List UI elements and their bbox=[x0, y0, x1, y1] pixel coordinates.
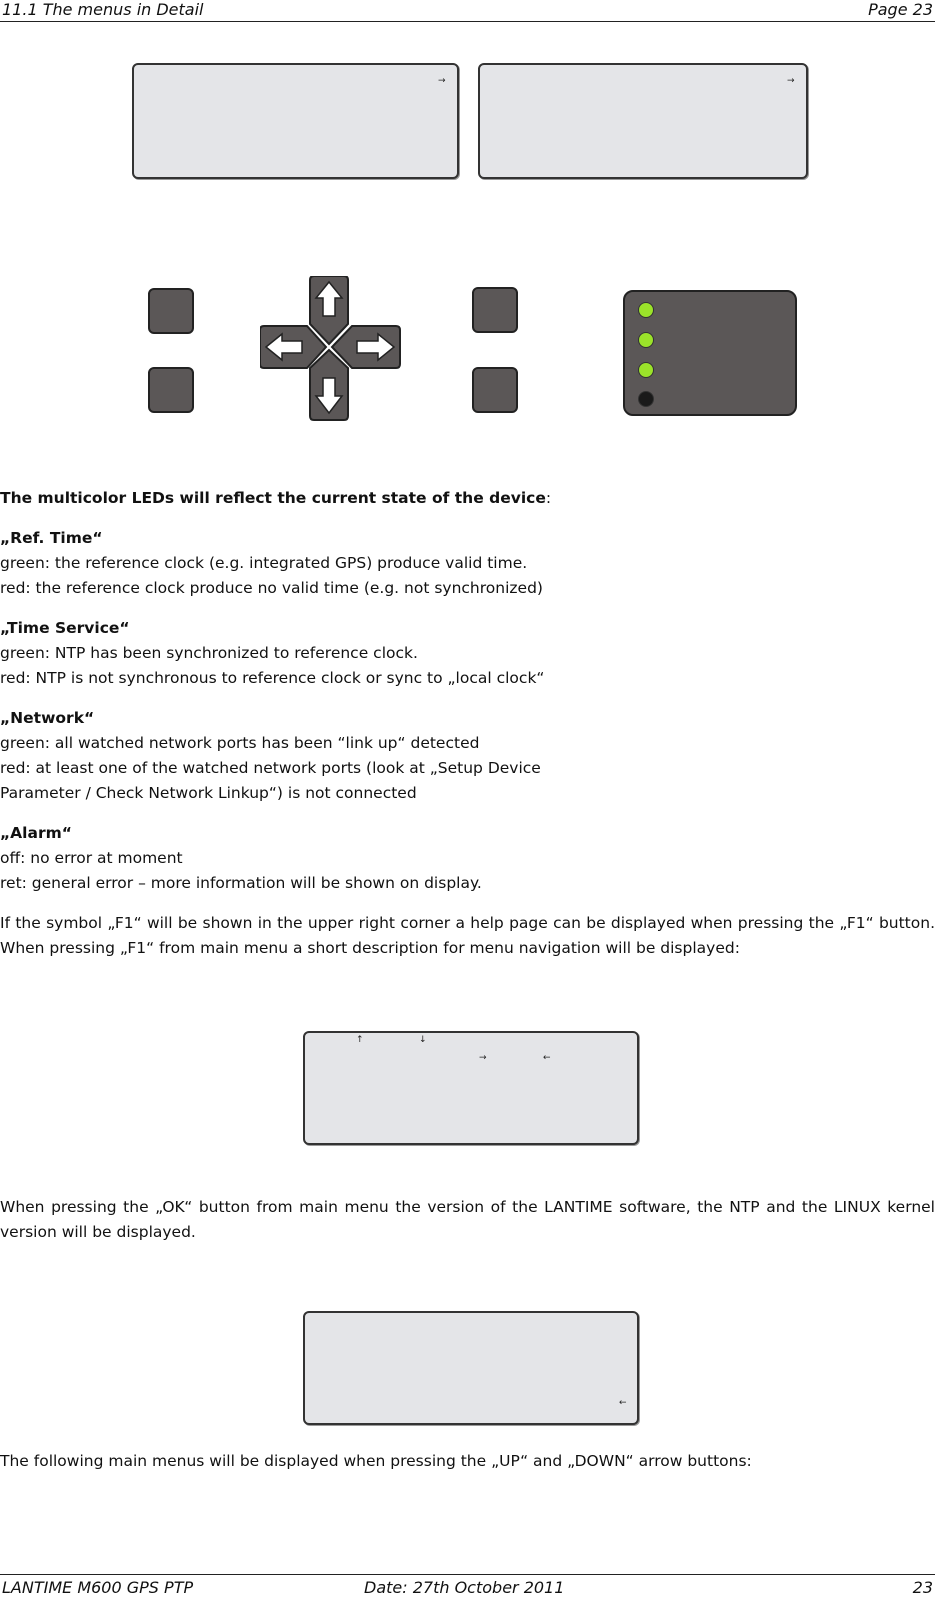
right-arrow-small-icon: → bbox=[479, 1053, 487, 1063]
f1-paragraph: If the symbol „F1“ will be shown in the upper right corner a help page can be displayed when pressing the „F1“ button. When pressing „F1“ from main menu a short description for menu navigation will be displayed: bbox=[0, 914, 935, 957]
header-section-title: 11.1 The menus in Detail bbox=[2, 0, 204, 19]
updown-paragraph-block bbox=[0, 1449, 935, 1474]
f1-button[interactable] bbox=[148, 288, 194, 334]
led-alarm bbox=[638, 391, 654, 407]
led-ref-time bbox=[638, 302, 654, 318]
led-network bbox=[638, 362, 654, 378]
alarm-off: off: no error at moment bbox=[0, 849, 183, 867]
arrow-keypad bbox=[260, 276, 410, 421]
page-header bbox=[0, 0, 935, 22]
led-time-service bbox=[638, 332, 654, 348]
footer-page-number: 23 bbox=[912, 1578, 933, 1597]
ok-paragraph-block bbox=[0, 1195, 935, 1245]
intro-tail: : bbox=[545, 489, 552, 507]
down-arrow-small-icon: ↓ bbox=[419, 1035, 427, 1045]
left-arrow-small-icon: ← bbox=[543, 1053, 551, 1063]
alarm-title: „Alarm“ bbox=[0, 824, 72, 842]
time-service-title: „Time Service“ bbox=[0, 619, 130, 637]
footer-date: Date: 27th October 2011 bbox=[364, 1578, 565, 1597]
up-arrow-small-icon: ↑ bbox=[356, 1035, 364, 1045]
clr-button[interactable] bbox=[472, 287, 518, 333]
body-text bbox=[0, 486, 935, 961]
alarm-ret: ret: general error – more information will be shown on display. bbox=[0, 874, 482, 892]
page-footer bbox=[0, 1574, 935, 1598]
right-arrow-icon: → bbox=[787, 76, 795, 86]
intro-line bbox=[0, 486, 935, 511]
lcd-version-display bbox=[303, 1311, 639, 1425]
footer-product: LANTIME M600 GPS PTP bbox=[2, 1578, 194, 1597]
network-green: green: all watched network ports has been “link up“ detected bbox=[0, 734, 480, 752]
lcd-help-display bbox=[303, 1031, 639, 1145]
intro-bold: The multicolor LEDs will reflect the current state of the device bbox=[0, 489, 546, 507]
lcd-display-right bbox=[478, 63, 808, 179]
header-page-number: Page 23 bbox=[868, 0, 933, 19]
ref-time-green: green: the reference clock (e.g. integrated GPS) produce valid time. bbox=[0, 554, 528, 572]
time-service-red: red: NTP is not synchronous to reference clock or sync to „local clock“ bbox=[0, 669, 545, 687]
esc-button[interactable] bbox=[148, 367, 194, 413]
lcd-display-left bbox=[132, 63, 459, 179]
network-red: red: at least one of the watched network ports (look at „Setup Device bbox=[0, 759, 541, 777]
ok-paragraph: When pressing the „OK“ button from main menu the version of the LANTIME software, the NTP and the LINUX kernel version will be displayed. bbox=[0, 1198, 935, 1241]
network-title: „Network“ bbox=[0, 709, 95, 727]
right-arrow-icon: → bbox=[438, 76, 446, 86]
led-panel bbox=[623, 290, 797, 416]
network-red-cont: Parameter / Check Network Linkup“) is not connected bbox=[0, 784, 417, 802]
left-arrow-small-icon: ← bbox=[619, 1398, 627, 1408]
ok-button[interactable] bbox=[472, 367, 518, 413]
updown-paragraph: The following main menus will be displayed when pressing the „UP“ and „DOWN“ arrow buttons: bbox=[0, 1452, 752, 1470]
ref-time-title: „Ref. Time“ bbox=[0, 529, 103, 547]
ref-time-red: red: the reference clock produce no valid time (e.g. not synchronized) bbox=[0, 579, 543, 597]
time-service-green: green: NTP has been synchronized to reference clock. bbox=[0, 644, 418, 662]
